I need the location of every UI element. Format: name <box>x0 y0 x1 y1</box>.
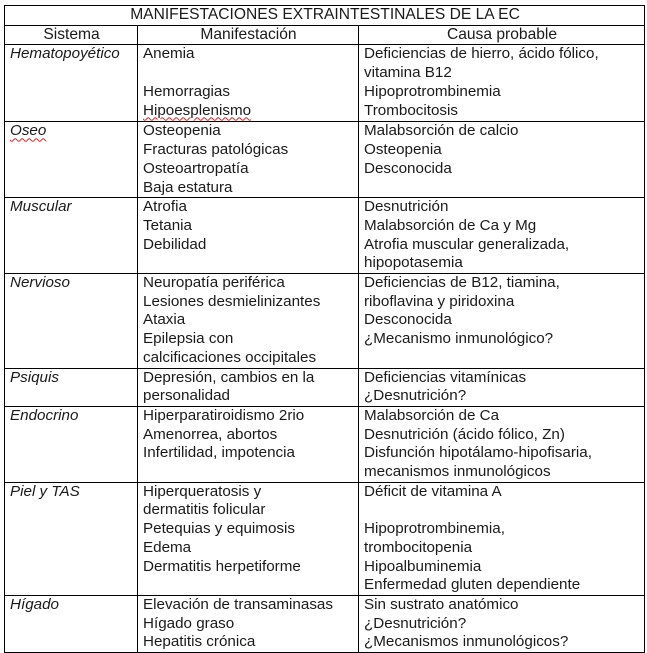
system-cell <box>5 482 138 595</box>
manifestation-item: Hiperqueratosis y <box>143 482 262 500</box>
cause-cell <box>359 198 645 274</box>
manifestation-cell <box>138 274 359 369</box>
cause-item: Desnutrición <box>364 198 449 216</box>
system-cell <box>5 406 138 482</box>
manifestation-item: Infertilidad, impotencia <box>143 444 295 462</box>
cause-item: Desnutrición (ácido fólico, Zn) <box>364 425 565 443</box>
system-cell <box>5 595 138 652</box>
cause-item: Deficiencias de hierro, ácido fólico, <box>364 45 599 63</box>
cause-item: Malabsorción de Ca y Mg <box>364 216 537 234</box>
cause-cell <box>359 45 645 122</box>
manifestation-item: Osteopenia <box>143 122 221 140</box>
blank-line <box>364 501 640 520</box>
manifestation-item: Osteoartropatía <box>143 159 249 177</box>
cause-item: Desconocida <box>364 159 452 177</box>
header-cause: Causa probable <box>359 25 645 45</box>
manifestation-item: Tetania <box>143 216 192 234</box>
manifestation-cell <box>138 406 359 482</box>
header-row <box>5 25 645 45</box>
manifestation-item: Fracturas patológicas <box>143 141 289 159</box>
manifestation-cell <box>138 45 359 122</box>
header-manifestation: Manifestación <box>138 25 359 45</box>
manifestation-item: Baja estatura <box>143 178 233 196</box>
cause-item: Atrofia muscular generalizada, <box>364 235 570 253</box>
manifestation-item: Amenorrea, abortos <box>143 425 278 443</box>
cause-item: Desconocida <box>364 311 452 329</box>
cause-item: Deficiencias vitamínicas <box>364 368 527 386</box>
manifestation-cell <box>138 198 359 274</box>
cause-item: Enfermedad gluten dependiente <box>364 576 581 594</box>
cause-item: Trombocitosis <box>364 101 458 119</box>
cause-item: Malabsorción de calcio <box>364 122 519 140</box>
cause-item: trombocitopenia <box>364 538 473 556</box>
system-name: Nervioso <box>10 274 70 292</box>
manifestation-item: Hígado graso <box>143 614 235 632</box>
cause-item: Disfunción hipotálamo-hipofisaria, <box>364 444 592 462</box>
system-cell <box>5 122 138 198</box>
extraintestinal-manifestations-table <box>4 5 645 653</box>
title-row <box>5 6 645 26</box>
cause-item: ¿Mecanismo inmunológico? <box>364 330 554 348</box>
manifestation-item: Hemorragias <box>143 82 230 100</box>
system-name: Hígado <box>10 595 59 613</box>
table-title: MANIFESTACIONES EXTRAINTESTINALES DE LA EC <box>5 6 645 26</box>
manifestation-cell <box>138 482 359 595</box>
cause-item: ¿Desnutrición? <box>364 387 467 405</box>
cause-cell <box>359 595 645 652</box>
cause-cell <box>359 482 645 595</box>
cause-item: Déficit de vitamina A <box>364 482 502 500</box>
table-row <box>5 406 645 482</box>
manifestation-cell <box>138 595 359 652</box>
manifestation-item: Ataxia <box>143 311 186 329</box>
table-row <box>5 122 645 198</box>
manifestation-item: Atrofia <box>143 198 187 216</box>
system-cell <box>5 45 138 122</box>
table-body <box>5 45 645 653</box>
table-row <box>5 482 645 595</box>
table-row <box>5 198 645 274</box>
system-name: Hematopoyético <box>10 45 120 63</box>
manifestation-item: Edema <box>143 538 192 556</box>
manifestation-item: Epilepsia con <box>143 330 234 348</box>
manifestation-item: personalidad <box>143 387 230 405</box>
header-system: Sistema <box>5 25 138 45</box>
cause-item: riboflavina y piridoxina <box>364 292 515 310</box>
manifestation-item: Neuropatía periférica <box>143 274 285 292</box>
cause-item: Deficiencias de B12, tiamina, <box>364 274 560 292</box>
cause-item: Hipoprotrombinemia, <box>364 520 505 538</box>
table-row <box>5 595 645 652</box>
system-name: Oseo <box>10 122 47 140</box>
cause-item: vitamina B12 <box>364 64 452 82</box>
blank-line <box>143 64 354 83</box>
cause-item: hipopotasemia <box>364 254 463 272</box>
cause-item: mecanismos inmunológicos <box>364 463 551 481</box>
system-cell <box>5 198 138 274</box>
manifestation-cell <box>138 122 359 198</box>
manifestation-item: Debilidad <box>143 235 207 253</box>
system-name: Psiquis <box>10 368 59 386</box>
table-row <box>5 45 645 122</box>
manifestation-cell <box>138 368 359 406</box>
system-name: Muscular <box>10 198 72 216</box>
system-name: Piel y TAS <box>10 482 80 500</box>
manifestation-item: Petequias y equimosis <box>143 520 295 538</box>
cause-cell <box>359 368 645 406</box>
cause-item: Hipoprotrombinemia <box>364 82 501 100</box>
system-cell <box>5 368 138 406</box>
manifestation-item: Anemia <box>143 45 195 63</box>
manifestation-item: Dermatitis herpetiforme <box>143 557 301 575</box>
manifestation-item: Hiperparatiroidismo 2rio <box>143 406 305 424</box>
cause-item: Sin sustrato anatómico <box>364 595 519 613</box>
manifestation-item: Hipoesplenismo <box>143 101 252 119</box>
table-row <box>5 274 645 369</box>
system-name: Endocrino <box>10 406 79 424</box>
manifestation-item: calcificaciones occipitales <box>143 348 317 366</box>
cause-cell <box>359 122 645 198</box>
cause-item: ¿Mecanismos inmunológicos? <box>364 633 569 651</box>
manifestation-item: dermatitis folicular <box>143 501 266 519</box>
manifestation-item: Depresión, cambios en la <box>143 368 315 386</box>
table-row <box>5 368 645 406</box>
cause-item: Hipoalbuminemia <box>364 557 482 575</box>
cause-cell <box>359 274 645 369</box>
cause-item: Malabsorción de Ca <box>364 406 500 424</box>
manifestation-item: Lesiones desmielinizantes <box>143 292 321 310</box>
cause-item: Osteopenia <box>364 141 442 159</box>
manifestation-item: Elevación de transaminasas <box>143 595 333 613</box>
cause-cell <box>359 406 645 482</box>
system-cell <box>5 274 138 369</box>
cause-item: ¿Desnutrición? <box>364 614 467 632</box>
manifestation-item: Hepatitis crónica <box>143 633 256 651</box>
